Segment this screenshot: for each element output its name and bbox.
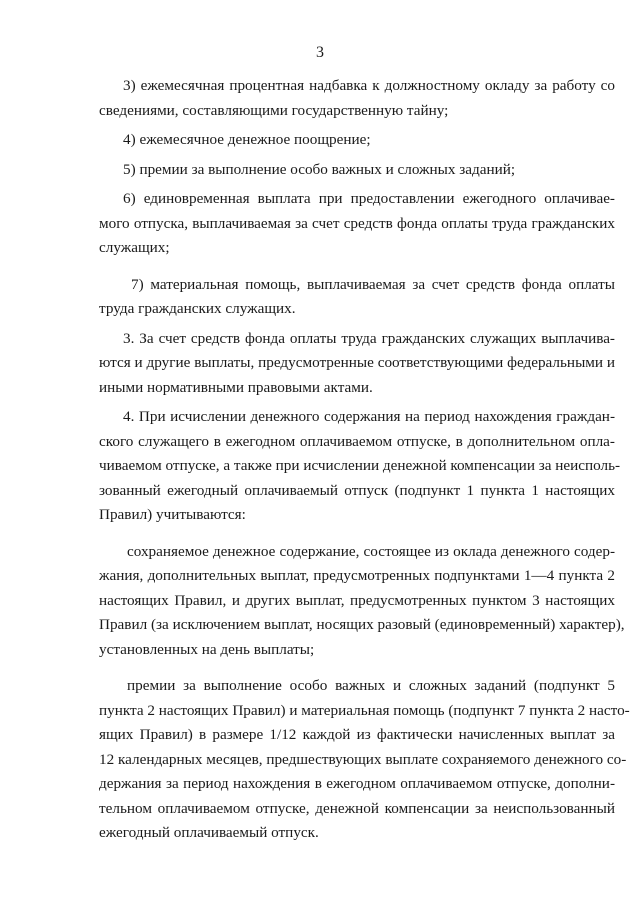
text-line: ежегодный оплачиваемый отпуск. [99,824,319,841]
text-line: служащих; [99,239,170,256]
text-line: держания за период нахождения в ежегодном оплачиваемом отпуске, дополни- [99,775,615,792]
text-line: ются и другие выплаты, предусмотренные соответствующими федеральными и [99,354,615,371]
paragraph-item-5 [99,158,615,183]
paragraph-saved-pay [99,540,625,663]
paragraph-item-6 [99,187,615,261]
text-line: чиваемом отпуске, а также при исчислении денежной компенсации за неисполь- [99,457,621,474]
text-line: 4. При исчислении денежного содержания на период нахождения граждан- [123,408,615,425]
text-line: тельном оплачиваемом отпуске, денежной компенсации за неиспользованный [99,799,615,817]
paragraph-point-3 [99,327,615,401]
text-line: 5) премии за выполнение особо важных и сложных заданий; [123,160,516,178]
text-line: ского служащего в ежегодном оплачиваемом отпуске, в дополнительном опла- [99,432,615,450]
text-line: иными нормативными правовыми актами. [99,378,373,396]
text-line: Правил (за исключением выплат, носящих разовый (единовременный) характер), [99,616,625,633]
paragraph-bonuses [99,674,630,846]
text-line: мого отпуска, выплачиваемая за счет средств фонда оплаты труда гражданских [99,214,615,232]
text-line: зованный ежегодный оплачиваемый отпуск (подпункт 1 пункта 1 настоящих [99,481,615,499]
text-line: жания, дополнительных выплат, предусмотренных подпунктами 1—4 пункта 2 [99,567,615,584]
text-line: настоящих Правил, и других выплат, предусмотренных пунктом 3 настоящих [99,591,615,609]
text-line: сохраняемое денежное содержание, состоящее из оклада денежного содер- [127,542,615,560]
text-line: 6) единовременная выплата при предоставлении ежегодного оплачивае- [123,190,615,207]
text-line: 7) материальная помощь, выплачиваемая за счет средств фонда оплаты [131,275,615,293]
text-line: 12 календарных месяцев, предшествующих выплате сохраняемого денежного со- [99,750,627,768]
text-line: ящих Правил) в размере 1/12 каждой из фактически начисленных выплат за [99,726,615,743]
paragraph-point-4 [99,405,621,528]
paragraph-item-4 [99,128,615,153]
text-line: Правил) учитываются: [99,506,246,523]
text-line: 4) ежемесячное денежное поощрение; [123,131,371,148]
page-number: 3 [316,44,324,61]
text-line: труда гражданских служащих. [99,300,296,317]
text-line: 3) ежемесячная процентная надбавка к должностному окладу за работу со [123,77,615,94]
text-line: 3. За счет средств фонда оплаты труда гражданских служащих выплачива- [123,329,615,347]
text-line: премии за выполнение особо важных и сложных заданий (подпункт 5 [127,677,615,694]
paragraph-item-3 [99,74,615,123]
text-line: установленных на день выплаты; [99,640,315,658]
paragraph-item-7 [99,273,615,322]
document-body [99,74,630,846]
text-line: пункта 2 настоящих Правил) и материальная помощь (подпункт 7 пункта 2 насто- [99,701,630,719]
text-line: сведениями, составляющими государственную тайну; [99,101,449,119]
